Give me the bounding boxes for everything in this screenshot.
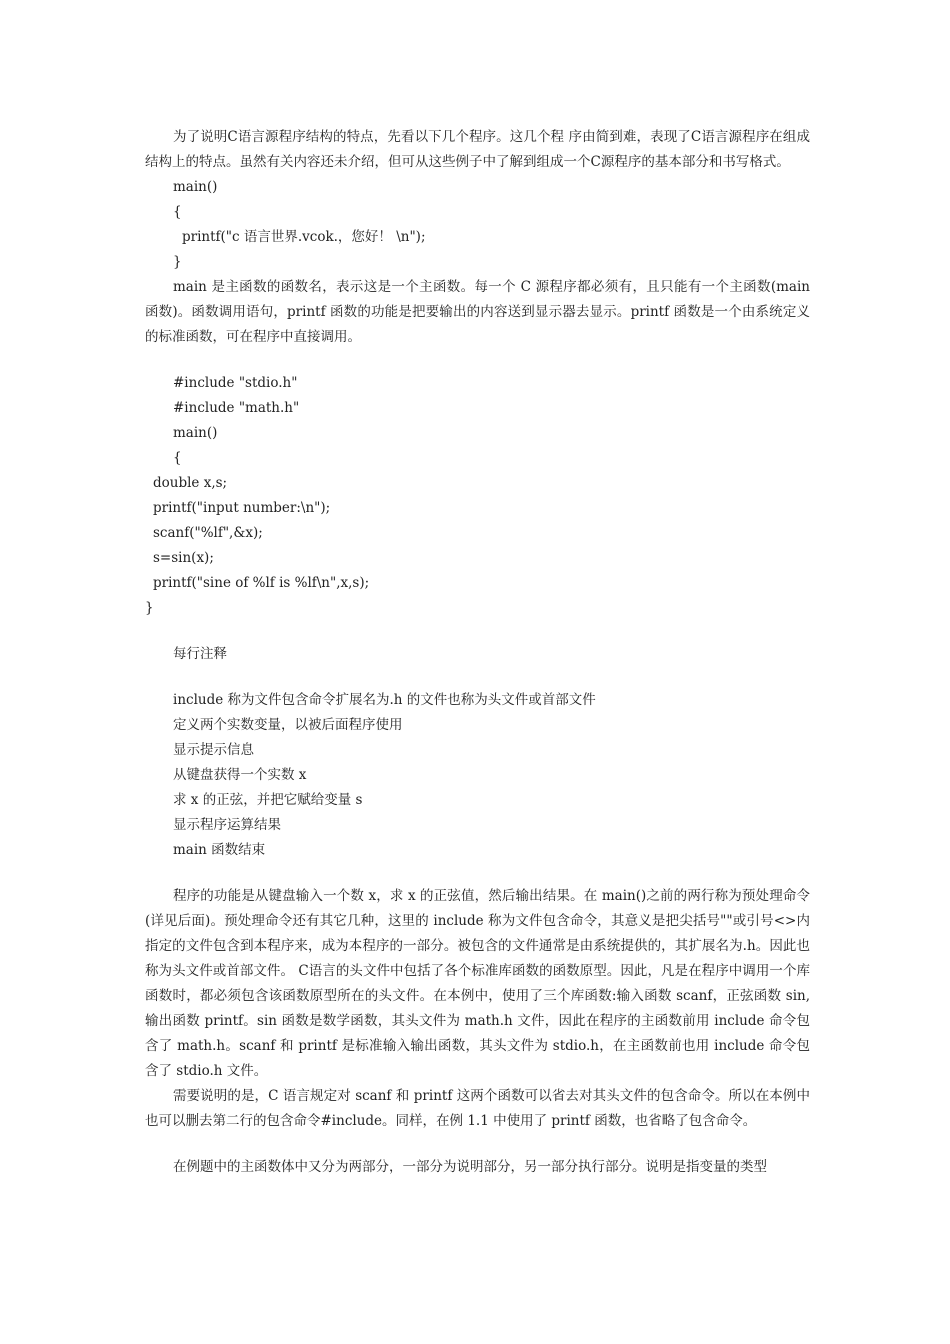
comment-item: 显示程序运算结果 <box>173 817 281 833</box>
code-block-1 <box>145 175 810 275</box>
comment-item: 求 x 的正弦，并把它赋给变量 s <box>173 792 363 808</box>
code-line: #include "math.h" <box>173 400 300 416</box>
spacer <box>145 863 810 884</box>
code-line: double x,s; <box>153 475 228 491</box>
comment-item: 显示提示信息 <box>173 742 254 758</box>
comments-title: 每行注释 <box>173 646 227 662</box>
code-line: } <box>173 254 182 270</box>
explanation-paragraph: 程序的功能是从键盘输入一个数 x，求 x 的正弦值，然后输出结果。在 main()之前的两行称为预处理命令(详见后面)。预处理命令还有其它几种，这里的 include 称为文件包含命令，其意义是把尖括号""或引号<>内指定的文件包含到本程序来，成为本程序的一部分。被包含的文件通常是由系统提供的，其扩展名为.h。因此也称为头文件或首部文件。 C语言的头文件中包括了各个标准库函数的函数原型。因此，凡是在程序中调用一个库函数时，都必须包含该函数原型所在的头文件。在本例中，使用了三个库函数:输入函数 scanf，正弦函数 sin,输出函数 printf。sin 函数是数学函数，其头文件为 math.h 文件，因此在程序的主函数前用 include 命令包含了 math.h。scanf 和 printf 是标准输入输出函数，其头文件为 stdio.h，在主函数前也用 include 命令包含了 stdio.h 文件。 <box>145 888 810 1079</box>
comment-item: 从键盘获得一个实数 x <box>173 767 307 783</box>
code-line: main() <box>173 179 218 195</box>
intro-paragraph: 为了说明C语言源程序结构的特点，先看以下几个程序。这几个程 序由简到难，表现了C语言源程序在组成结构上的特点。虽然有关内容还未介绍，但可从这些例子中了解到组成一个C源程序的基本部分和书写格式。 <box>145 129 810 170</box>
main-function-paragraph: main 是主函数的函数名，表示这是一个主函数。每一个 C 源程序都必须有，且只能有一个主函数(main 函数)。函数调用语句，printf 函数的功能是把要输出的内容送到显示器去显示。printf 函数是一个由系统定义的标准函数，可在程序中直接调用。 <box>145 279 810 345</box>
spacer <box>145 350 810 371</box>
comment-item: main 函数结束 <box>173 842 266 858</box>
code-line: printf("c 语言世界.vcok.，您好！ \n"); <box>182 229 426 245</box>
spacer <box>145 667 810 688</box>
code-line: scanf("%lf",&x); <box>153 525 263 541</box>
code-line: { <box>173 450 182 466</box>
structure-paragraph: 在例题中的主函数体中又分为两部分，一部分为说明部分，另一部分执行部分。说明是指变量的类型 <box>173 1159 767 1175</box>
comment-item: 定义两个实数变量，以被后面程序使用 <box>173 717 403 733</box>
code-line: #include "stdio.h" <box>173 375 298 391</box>
comment-item: include 称为文件包含命令扩展名为.h 的文件也称为头文件或首部文件 <box>173 692 596 708</box>
code-line: { <box>173 204 182 220</box>
code-line: s=sin(x); <box>153 550 214 566</box>
code-line: main() <box>173 425 218 441</box>
code-line: printf("input number:\n"); <box>153 500 331 516</box>
note-paragraph: 需要说明的是，C 语言规定对 scanf 和 printf 这两个函数可以省去对其头文件的包含命令。所以在本例中也可以删去第二行的包含命令#include。同样，在例 1.1 中使用了 printf 函数，也省略了包含命令。 <box>145 1088 810 1129</box>
code-line: printf("sine of %lf is %lf\n",x,s); <box>153 575 370 591</box>
spacer <box>145 1134 810 1155</box>
code-block-2 <box>145 371 810 621</box>
comments-list <box>145 688 810 863</box>
document-body <box>145 125 810 1180</box>
code-line: } <box>145 600 154 616</box>
spacer <box>145 621 810 642</box>
